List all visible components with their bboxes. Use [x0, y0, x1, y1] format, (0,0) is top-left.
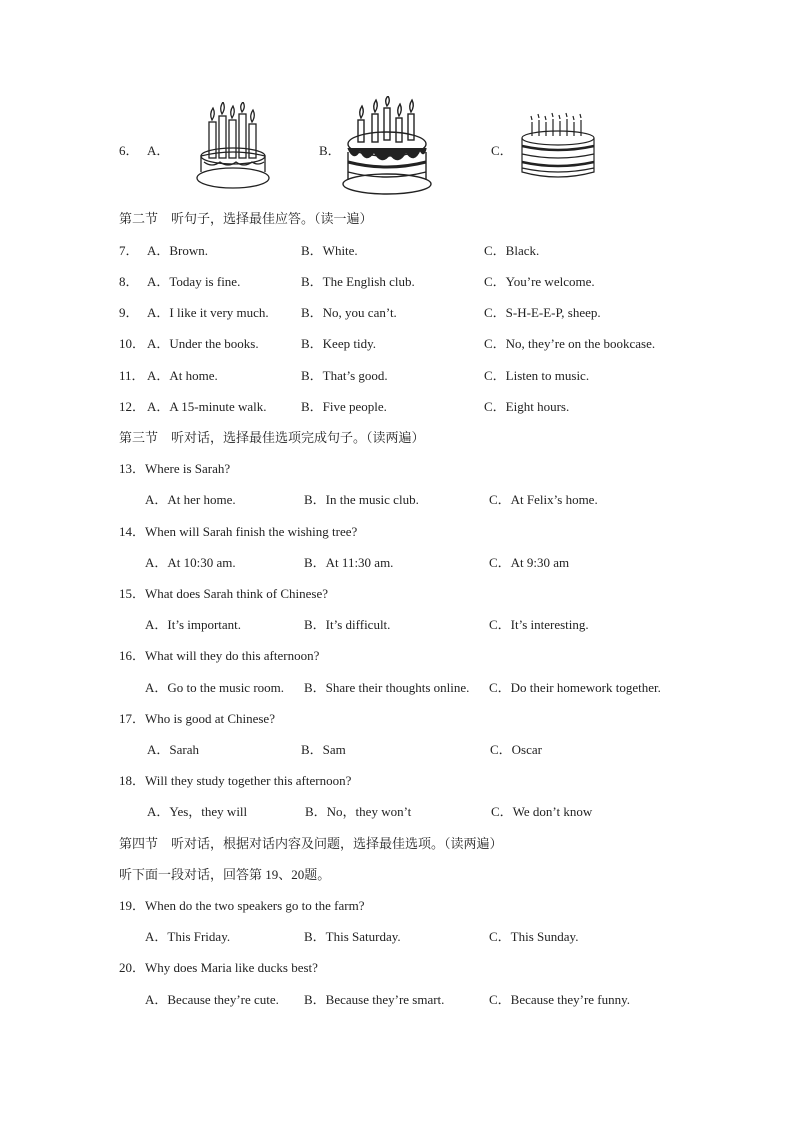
option-a: A．Because they’re cute.	[145, 992, 279, 1007]
option-b: B．Share their thoughts online.	[304, 680, 470, 695]
option-a: A．At 10:30 am.	[145, 555, 236, 570]
option-c: C．It’s interesting.	[489, 617, 589, 632]
option-b: B．At 11:30 am.	[304, 555, 394, 570]
option-b-letter: B．	[319, 143, 341, 158]
option-b: B．No, you can’t.	[301, 305, 397, 320]
option-b: B．Sam	[301, 742, 346, 757]
option-a: A．Sarah	[147, 742, 199, 757]
question-number: 6．	[119, 143, 139, 158]
question-text: 18．Will they study together this afternoon?	[119, 773, 352, 788]
option-c: C．Because they’re funny.	[489, 992, 631, 1007]
option-b: B．That’s good.	[301, 368, 388, 383]
option-a: A．Under the books.	[147, 336, 259, 351]
option-c: C．Do their homework together.	[489, 680, 661, 695]
section-3-heading: 第三节 听对话，选择最佳选项完成句子。（读两遍）	[119, 430, 425, 445]
option-b: B．In the music club.	[304, 492, 419, 507]
option-b: B．Keep tidy.	[301, 336, 376, 351]
option-a: A．At home.	[147, 368, 218, 383]
option-a-letter: A．	[147, 143, 170, 158]
option-c: C．At Felix’s home.	[489, 492, 598, 507]
question-text: 14．When will Sarah finish the wishing tree?	[119, 524, 358, 539]
option-a: A．Today is fine.	[147, 274, 241, 289]
option-a: A．It’s important.	[145, 617, 242, 632]
question-number: 8．	[119, 274, 139, 289]
option-b: B．The English club.	[301, 274, 415, 289]
option-c: C．At 9:30 am	[489, 555, 570, 570]
question-text: 20．Why does Maria like ducks best?	[119, 960, 318, 975]
birthday-cake-icon	[192, 102, 274, 194]
option-c: C．Black.	[484, 243, 540, 258]
question-text: 13．Where is Sarah?	[119, 461, 231, 476]
question-text: 16．What will they do this afternoon?	[119, 648, 320, 663]
option-b: B．This Saturday.	[304, 929, 401, 944]
option-c: C．Oscar	[490, 742, 542, 757]
option-c: C．S-H-E-E-P, sheep.	[484, 305, 601, 320]
option-c: C．Eight hours.	[484, 399, 570, 414]
section-2-heading: 第二节 听句子，选择最佳应答。（读一遍）	[119, 211, 373, 226]
question-number: 9．	[119, 305, 139, 320]
section-4-heading: 第四节 听对话，根据对话内容及问题，选择最佳选项。（读两遍）	[119, 836, 503, 851]
option-a: A．Brown.	[147, 243, 209, 258]
option-b: B．No，they won’t	[305, 804, 412, 819]
question-number: 12．	[119, 399, 146, 414]
question-text: 19．When do the two speakers go to the farm?	[119, 898, 365, 913]
question-text: 17．Who is good at Chinese?	[119, 711, 275, 726]
birthday-cake-icon	[518, 112, 598, 186]
option-a: A．Go to the music room.	[145, 680, 285, 695]
option-c: C．This Sunday.	[489, 929, 579, 944]
question-text: 15．What does Sarah think of Chinese?	[119, 586, 329, 601]
option-b: B．White.	[301, 243, 358, 258]
option-a: A．A 15-minute walk.	[147, 399, 267, 414]
option-b: B．Five people.	[301, 399, 387, 414]
option-b: B．It’s difficult.	[304, 617, 391, 632]
option-a: A．Yes，they will	[147, 804, 248, 819]
question-6	[0, 100, 794, 200]
option-c-letter: C．	[491, 143, 513, 158]
option-a: A．This Friday.	[145, 929, 231, 944]
birthday-cake-icon	[340, 96, 434, 198]
section-4-intro: 听下面一段对话，回答第 19、20题。	[119, 867, 331, 882]
option-a: A．I like it very much.	[147, 305, 269, 320]
option-c: C．No, they’re on the bookcase.	[484, 336, 656, 351]
question-number: 11．	[119, 368, 145, 383]
question-number: 7．	[119, 243, 139, 258]
option-c: C．You’re welcome.	[484, 274, 595, 289]
option-a: A．At her home.	[145, 492, 236, 507]
option-b: B．Because they’re smart.	[304, 992, 445, 1007]
question-number: 10．	[119, 336, 146, 351]
option-c: C．Listen to music.	[484, 368, 590, 383]
option-c: C．We don’t know	[491, 804, 593, 819]
